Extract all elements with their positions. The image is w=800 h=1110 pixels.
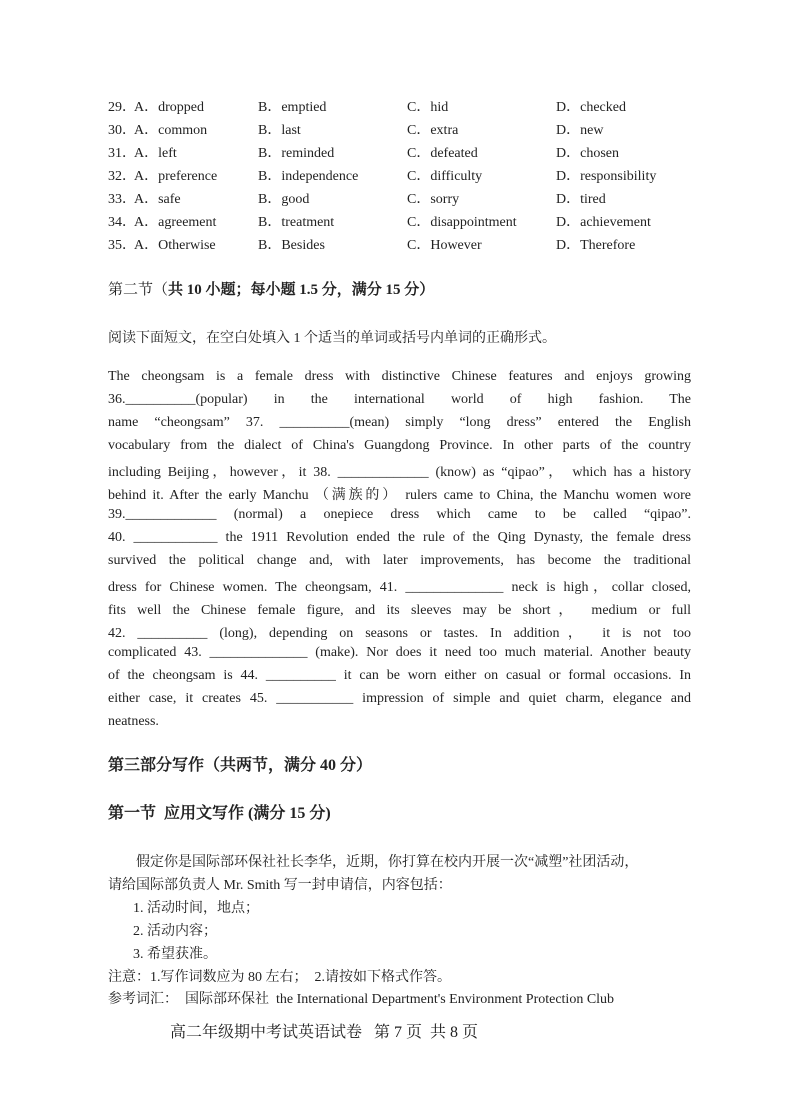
option-b: B．emptied bbox=[258, 100, 327, 115]
writing-prompt-line1: 假定你是国际部环保社社长李华，近期，你打算在校内开展一次“减塑”社团活动， bbox=[136, 855, 639, 870]
passage-line: fits well the Chinese female figure, and its sleeves may be short， medium or full bbox=[108, 603, 691, 618]
section2-heading bbox=[108, 278, 434, 299]
option-a: A．common bbox=[134, 123, 208, 138]
question-number: 30． bbox=[108, 123, 136, 138]
passage-line: 42. __________ (long), depending on seasons or tastes. In addition， it is not too bbox=[108, 626, 691, 641]
option-row bbox=[108, 96, 708, 116]
passage-line: 40. ____________ the 1911 Revolution ended the rule of the Qing Dynasty, the female dress bbox=[108, 530, 691, 545]
passage-line: neatness. bbox=[108, 714, 159, 729]
page-footer: 高二年级期中考试英语试卷 第 7 页 共 8 页 bbox=[170, 1024, 479, 1041]
option-row bbox=[108, 188, 708, 208]
option-d: D．new bbox=[556, 123, 604, 138]
option-d: D．Therefore bbox=[556, 238, 636, 253]
option-c: C．extra bbox=[407, 123, 459, 138]
writing-note: 注意：1.写作词数应为 80 左右； 2.请按如下格式作答。 bbox=[108, 970, 451, 985]
option-row bbox=[108, 211, 708, 231]
option-b: B．treatment bbox=[258, 215, 335, 230]
option-b: B．Besides bbox=[258, 238, 325, 253]
option-b: B．last bbox=[258, 123, 301, 138]
passage-line: survived the political change and, with later improvements, has become the traditional bbox=[108, 553, 691, 568]
passage-line: 39._____________ (normal) a onepiece dress which came to be called “qipao”. bbox=[108, 507, 691, 522]
option-a: A．agreement bbox=[134, 215, 217, 230]
option-d: D．achievement bbox=[556, 215, 651, 230]
option-d: D．responsibility bbox=[556, 169, 657, 184]
passage-line: 36.__________(popular) in the international world of high fashion. The bbox=[108, 392, 691, 407]
option-c: C．defeated bbox=[407, 146, 478, 161]
option-row bbox=[108, 119, 708, 139]
option-c: C．difficulty bbox=[407, 169, 483, 184]
option-c: C．sorry bbox=[407, 192, 460, 207]
option-a: A．dropped bbox=[134, 100, 204, 115]
passage-line: either case, it creates 45. ___________ impression of simple and quiet charm, elegance and bbox=[108, 691, 691, 706]
option-d: D．chosen bbox=[556, 146, 619, 161]
option-c: C．hid bbox=[407, 100, 449, 115]
passage-line: name “cheongsam” 37. __________(mean) simply “long dress” entered the English bbox=[108, 415, 691, 430]
option-a: A．preference bbox=[134, 169, 218, 184]
option-b: B．independence bbox=[258, 169, 359, 184]
option-d: D．checked bbox=[556, 100, 626, 115]
option-b: B．reminded bbox=[258, 146, 335, 161]
question-number: 35． bbox=[108, 238, 136, 253]
question-number: 34． bbox=[108, 215, 136, 230]
part3-heading: 第三部分写作（共两节，满分 40 分） bbox=[108, 757, 373, 774]
section2-heading-bold: 共 10 小题；每小题 1.5 分，满分 15 分） bbox=[168, 282, 435, 298]
passage-line: including Beijing，however，it 38. _____________ (know) as “qipao”， which has a history bbox=[108, 465, 691, 480]
writing-prompt-line2: 请给国际部负责人 Mr. Smith 写一封申请信，内容包括： bbox=[108, 878, 452, 893]
option-c: C．However bbox=[407, 238, 482, 253]
option-d: D．tired bbox=[556, 192, 606, 207]
passage-line: behind it. After the early Manchu （满族的） rulers came to China, the Manchu women wore bbox=[108, 488, 691, 503]
writing1-heading: 第一节 应用文写作 (满分 15 分) bbox=[108, 805, 331, 822]
option-row bbox=[108, 142, 708, 162]
writing-item: 3. 希望获准。 bbox=[133, 947, 217, 962]
option-c: C．disappointment bbox=[407, 215, 517, 230]
passage-line: of the cheongsam is 44. __________ it can be worn either on casual or formal occasions. In bbox=[108, 668, 691, 683]
writing-item: 1. 活动时间，地点； bbox=[133, 901, 259, 916]
question-number: 29． bbox=[108, 100, 136, 115]
writing-vocab: 参考词汇： 国际部环保社 the International Department's Environment Protection Club bbox=[108, 992, 615, 1007]
passage-line: vocabulary from the dialect of China's Guangdong Province. In other parts of the country bbox=[108, 438, 691, 453]
passage-line: complicated 43. ______________ (make). Nor does it need too much material. Another beauty bbox=[108, 645, 691, 660]
question-number: 31． bbox=[108, 146, 136, 161]
question-number: 33． bbox=[108, 192, 136, 207]
option-row bbox=[108, 234, 708, 254]
option-row bbox=[108, 165, 708, 185]
section2-instruction: 阅读下面短文，在空白处填入 1 个适当的单词或括号内单词的正确形式。 bbox=[108, 331, 556, 346]
question-number: 32． bbox=[108, 169, 136, 184]
passage-line: dress for Chinese women. The cheongsam, 41. ______________ neck is high，collar closed, bbox=[108, 580, 691, 595]
writing-item: 2. 活动内容； bbox=[133, 924, 217, 939]
passage-line: The cheongsam is a female dress with distinctive Chinese features and enjoys growing bbox=[108, 369, 691, 384]
option-b: B．good bbox=[258, 192, 310, 207]
option-a: A．safe bbox=[134, 192, 181, 207]
option-a: A．Otherwise bbox=[134, 238, 216, 253]
section2-heading-prefix: 第二节（ bbox=[108, 282, 169, 298]
option-a: A．left bbox=[134, 146, 177, 161]
